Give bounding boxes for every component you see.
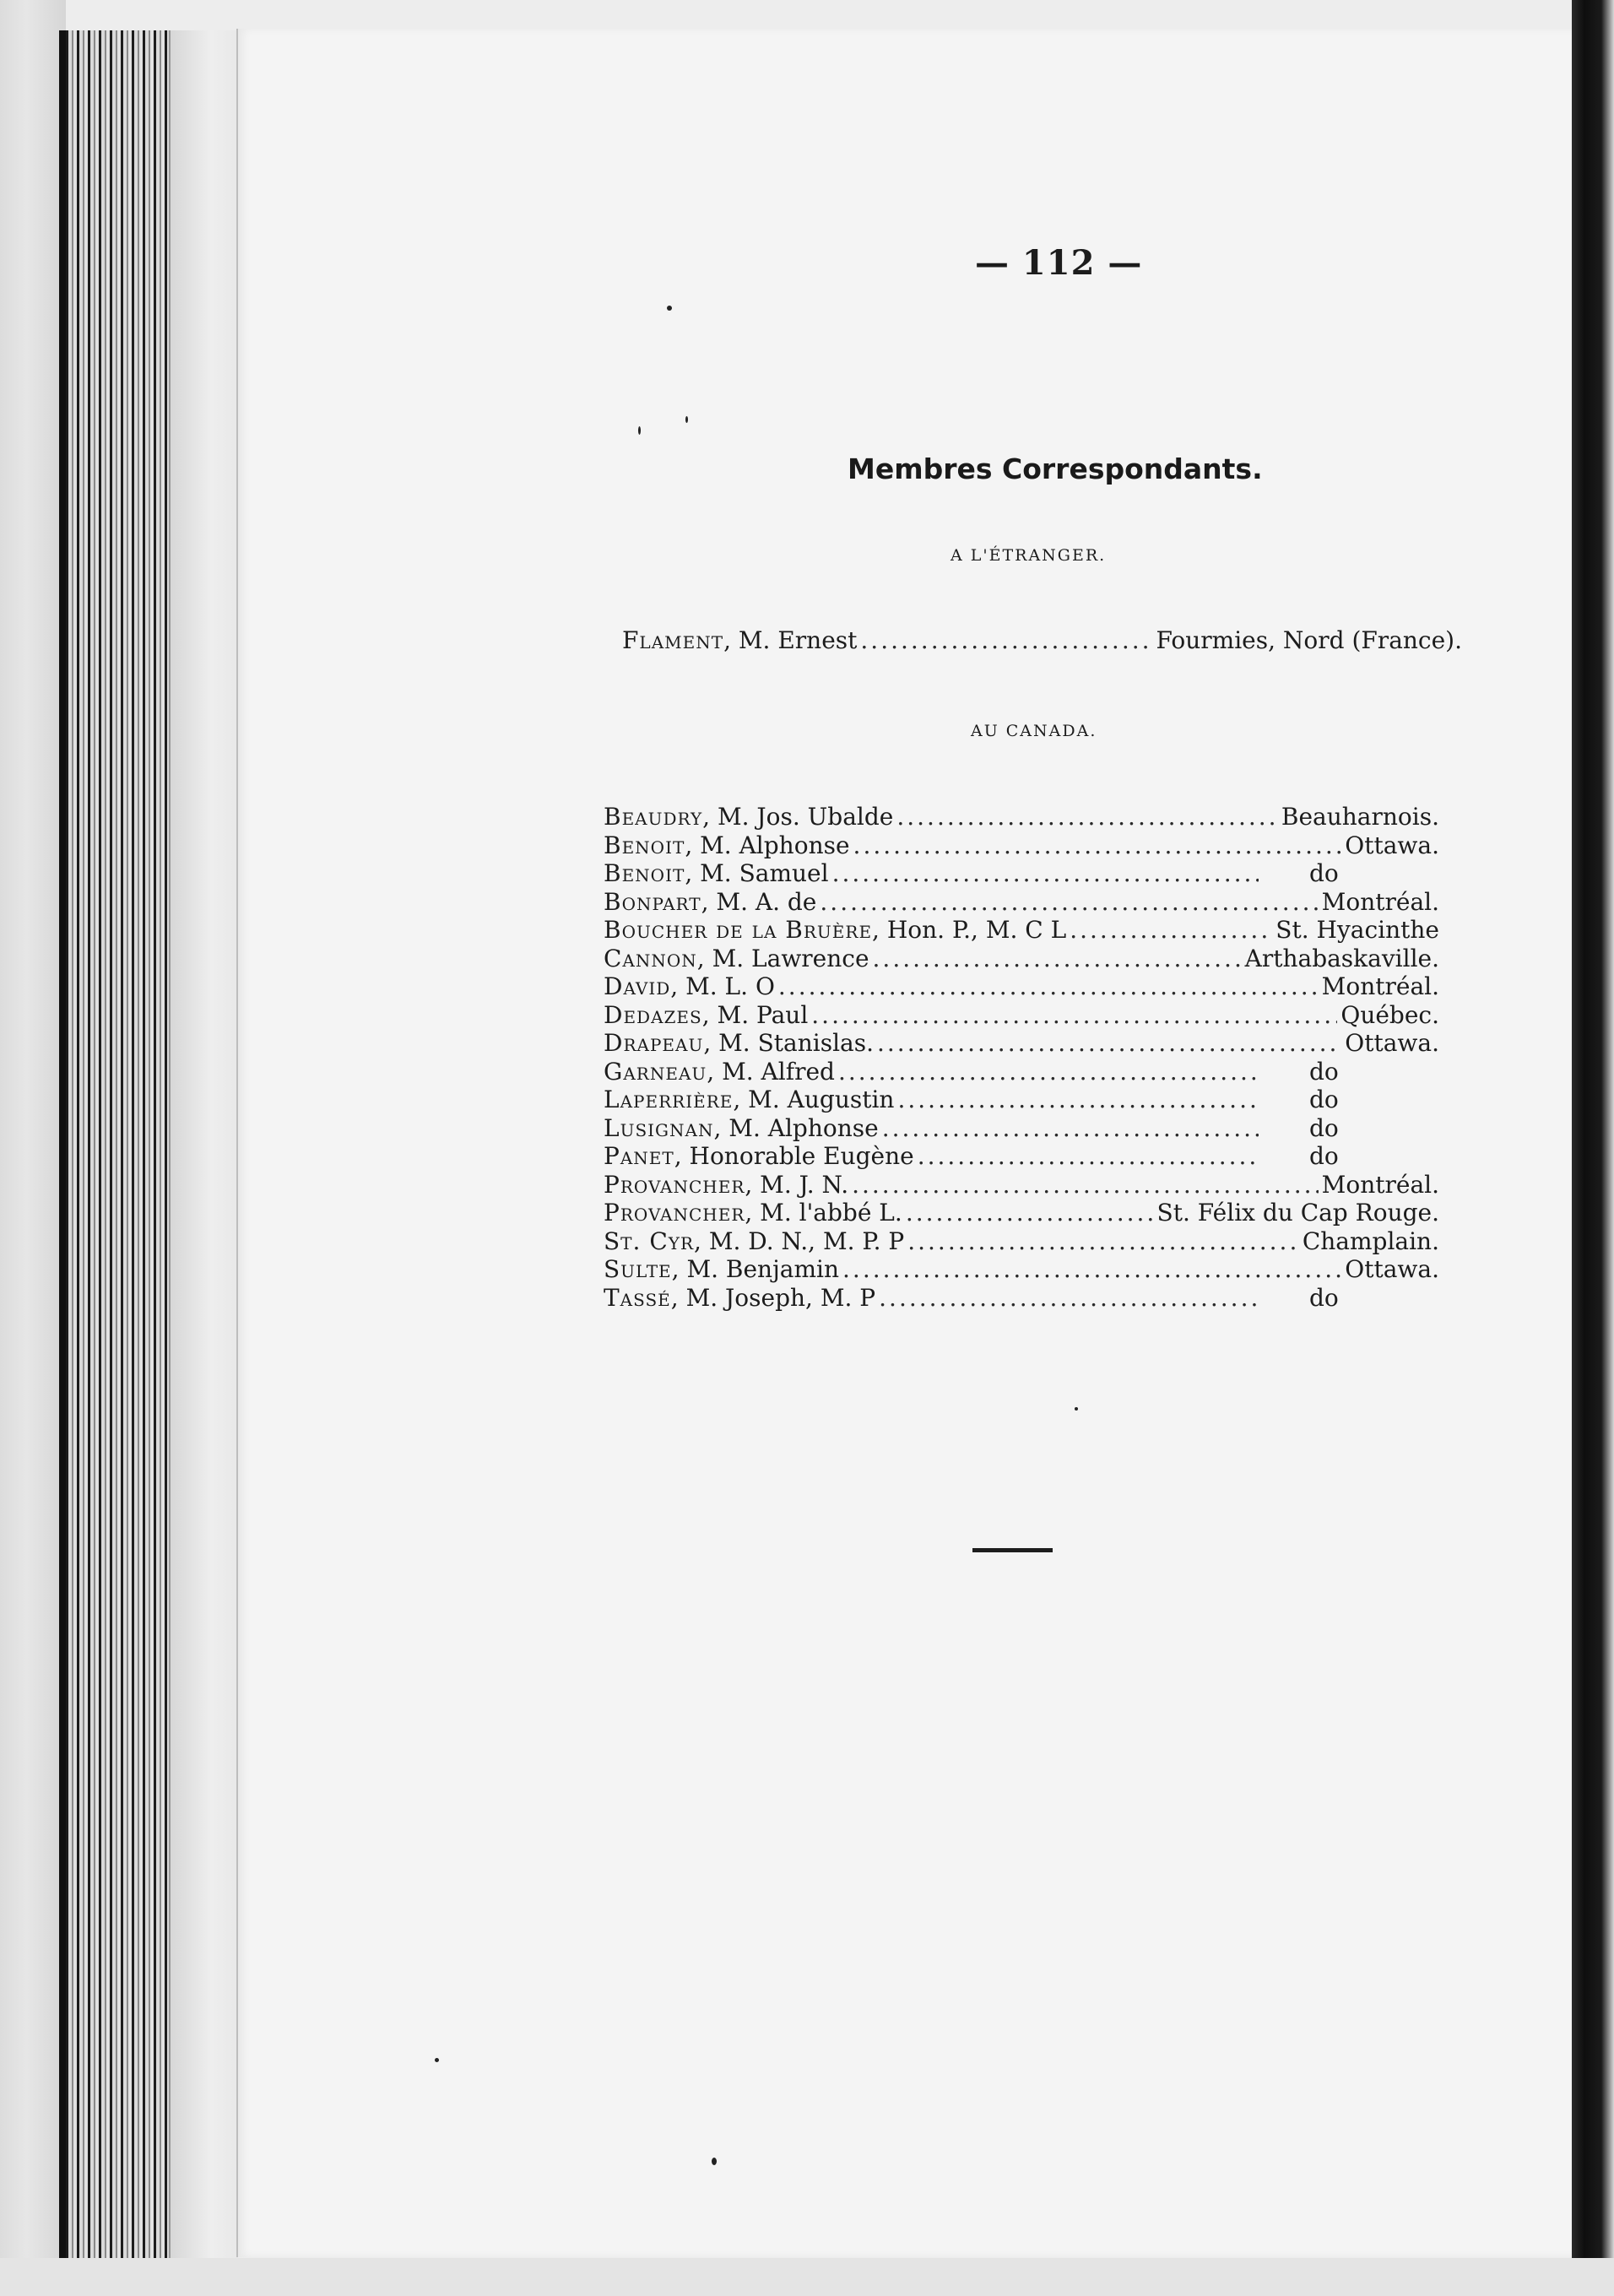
member-surname: Boucher de la Bruère — [604, 916, 873, 944]
member-name: , M. Jos. Ubalde — [702, 803, 894, 831]
member-place: St. Félix du Cap Rouge. — [1156, 1199, 1439, 1227]
list-item — [604, 1142, 1439, 1171]
member-surname: Sulte — [604, 1255, 672, 1283]
list-item — [604, 1058, 1439, 1086]
member-place: do — [1309, 1142, 1339, 1170]
member-surname: Tassé — [604, 1283, 671, 1312]
dot-leader — [882, 1114, 1259, 1143]
member-surname: Bonpart — [604, 887, 701, 916]
scan-speck — [1075, 1407, 1078, 1411]
closing-rule — [972, 1548, 1053, 1552]
member-name: , M. Alphonse — [713, 1113, 879, 1142]
dot-leader — [907, 1227, 1299, 1256]
member-name: , M. J. N. — [745, 1170, 849, 1199]
member-surname: Garneau — [604, 1057, 707, 1086]
book-spine — [0, 0, 66, 2296]
member-place: Ottawa. — [1345, 1255, 1439, 1283]
dot-leader — [853, 831, 1342, 860]
list-item — [604, 1255, 1439, 1284]
page-number: — 112 — — [975, 243, 1143, 283]
member-surname: Cannon — [604, 944, 697, 972]
list-item — [604, 972, 1439, 1001]
member-surname: Provancher — [604, 1199, 745, 1227]
list-item — [604, 1029, 1439, 1058]
member-surname: Provancher — [604, 1170, 745, 1199]
dot-leader — [896, 803, 1278, 831]
member-name: , M. L. O — [670, 972, 775, 1000]
member-place: Champlain. — [1302, 1227, 1439, 1255]
member-place: Arthabaskaville. — [1244, 944, 1439, 972]
section-heading-canada: AU CANADA. — [971, 722, 1097, 740]
member-name: , M. Lawrence — [696, 944, 869, 972]
dot-leader — [877, 1029, 1341, 1058]
member-place: do — [1309, 1113, 1339, 1142]
dot-leader — [1070, 916, 1272, 945]
member-surname: Panet — [604, 1142, 674, 1170]
list-item — [604, 1114, 1439, 1143]
dot-leader — [918, 1142, 1259, 1171]
list-item — [604, 888, 1439, 917]
member-name: , M. Augustin — [733, 1086, 895, 1113]
member-name: , M. Benjamin — [671, 1255, 840, 1283]
member-surname: Laperrière — [604, 1086, 734, 1113]
dot-leader — [873, 945, 1242, 973]
member-place: do — [1309, 1057, 1339, 1086]
member-name: , M. Alfred — [707, 1057, 835, 1086]
list-item — [604, 1171, 1439, 1199]
page-title: Membres Correspondants. — [848, 452, 1263, 485]
section-heading-etranger: A L'ÉTRANGER. — [951, 546, 1107, 565]
member-surname: Drapeau — [604, 1029, 704, 1057]
member-surname: Benoit — [604, 859, 685, 887]
list-item — [604, 916, 1439, 945]
member-surname: Flament — [622, 626, 724, 654]
member-name: , M. Paul — [701, 1000, 809, 1029]
member-place: do — [1309, 1086, 1339, 1113]
member-place: Beauharnois. — [1281, 803, 1439, 831]
member-place: St. Hyacinthe — [1275, 916, 1439, 944]
scan-bottom-margin — [0, 2258, 1614, 2296]
list-item — [604, 859, 1439, 888]
dot-leader — [820, 888, 1318, 917]
member-place: Montréal. — [1321, 1170, 1439, 1199]
member-surname: Lusignan — [604, 1113, 714, 1142]
member-place: Ottawa. — [1345, 1029, 1439, 1057]
list-item — [604, 1227, 1439, 1256]
member-place: Ottawa. — [1345, 831, 1439, 859]
dot-leader — [860, 626, 1152, 655]
member-surname: Dedazes — [604, 1000, 702, 1029]
dot-leader — [842, 1255, 1341, 1284]
member-name: , M. Ernest — [723, 626, 858, 654]
member-place: Fourmies, Nord (France). — [1156, 626, 1462, 654]
member-name: , M. A. de — [701, 887, 817, 916]
list-item — [604, 1001, 1439, 1030]
scan-speck — [685, 416, 688, 423]
member-name: , M. Samuel — [685, 859, 829, 887]
scan-speck — [667, 306, 672, 311]
dot-leader — [852, 1171, 1319, 1199]
dot-leader — [838, 1058, 1259, 1086]
list-item — [604, 831, 1439, 860]
list-item — [604, 803, 1439, 831]
member-name: , M. Joseph, M. P — [670, 1283, 876, 1312]
member-name: , Hon. P., M. C L — [872, 916, 1067, 944]
dot-leader — [897, 1086, 1259, 1114]
member-place: Montréal. — [1321, 972, 1439, 1000]
scan-speck — [435, 2058, 439, 2062]
dot-leader — [879, 1284, 1259, 1313]
dot-leader — [778, 972, 1319, 1001]
dot-leader — [832, 859, 1259, 888]
member-surname: David — [604, 972, 671, 1000]
member-name: , Honorable Eugène — [674, 1142, 914, 1170]
list-item — [604, 1284, 1439, 1313]
member-surname: Benoit — [604, 831, 685, 859]
member-surname: St. Cyr — [604, 1227, 695, 1255]
member-place: Montréal. — [1321, 887, 1439, 916]
facing-page-gutter — [1572, 0, 1614, 2296]
dot-leader — [906, 1199, 1154, 1227]
member-name: , M. D. N., M. P. P — [694, 1227, 905, 1255]
member-name: , M. Alphonse — [685, 831, 850, 859]
list-item — [622, 626, 1462, 655]
member-place: do — [1309, 1283, 1339, 1312]
list-item — [604, 1199, 1439, 1227]
stacked-page-edges — [59, 30, 176, 2263]
member-place: do — [1309, 859, 1339, 887]
dot-leader — [811, 1001, 1337, 1030]
member-place: Québec. — [1340, 1000, 1439, 1029]
member-name: , M. l'abbé L. — [745, 1199, 902, 1227]
scan-speck — [712, 2158, 717, 2165]
member-surname: Beaudry — [604, 803, 703, 831]
list-item — [604, 1086, 1439, 1114]
member-name: , M. Stanislas. — [703, 1029, 874, 1057]
page-edge-shadow — [169, 30, 238, 2263]
scan-speck — [638, 426, 641, 435]
list-item — [604, 945, 1439, 973]
